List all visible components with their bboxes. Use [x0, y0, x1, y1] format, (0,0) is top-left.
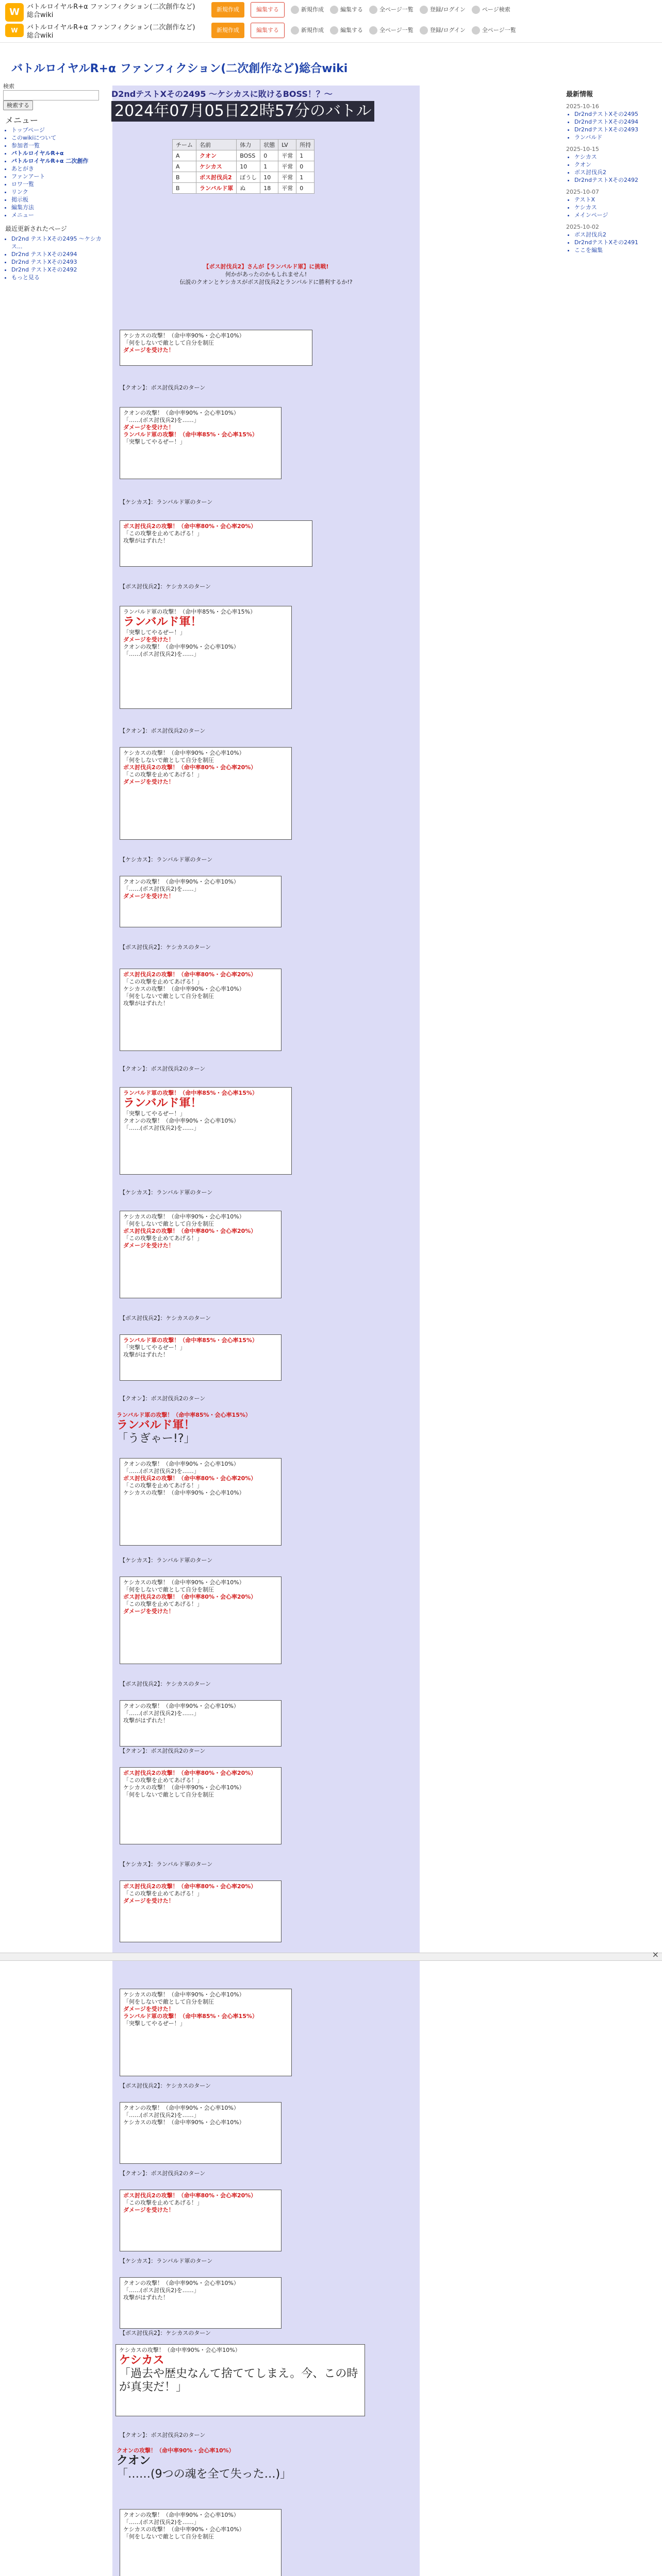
menu-login-2[interactable]: 登録/ログイン [420, 23, 466, 38]
table-row [173, 161, 315, 172]
log-line: ボス討伐兵2の攻撃！（命中率80%・会心率20%） [123, 2192, 257, 2199]
battle-log-box [120, 407, 282, 479]
log-line: ケシカスの攻撃！（命中率90%・会心率10%） [123, 1489, 245, 1496]
menu-item[interactable]: • ファンアート [11, 173, 106, 180]
close-icon[interactable]: × [652, 1950, 659, 1959]
status-header: LV [278, 140, 296, 150]
recent-item[interactable]: • Dr2nd テストXその2493 [11, 258, 106, 266]
battle-log-box [120, 330, 312, 366]
log-line: 「この攻撃を止めてあげる！」 [123, 1482, 203, 1489]
table-row [173, 183, 315, 194]
log-line: クオンの攻撃！（命中率90%・会心率10%） [123, 878, 239, 885]
turn-label: 【クオン】：ボス討伐兵2のターン [120, 2170, 206, 2177]
log-line: ランバルド軍の攻撃！（命中率85%・会心率15%） [123, 1337, 258, 1344]
log-line: ケシカスの攻撃！（命中率90%・会心率10%） [123, 2526, 245, 2533]
log-line: クオンの攻撃！（命中率90%・会心率10%） [123, 2512, 239, 2518]
log-line: ケシカスの攻撃！（命中率90%・会心率10%） [123, 1784, 245, 1791]
log-line: 「突撃してやるぜー！」 [123, 1344, 186, 1351]
cell: ぼうし [237, 172, 260, 183]
create-page-button-2[interactable]: 新規作成 [211, 23, 244, 38]
log-line: ケシカスの攻撃！（命中率90%・会心率10%） [123, 1991, 245, 1998]
news-item[interactable]: • テストX [574, 196, 659, 204]
top-actions-2 [211, 23, 516, 38]
battle-log-free [117, 1412, 333, 1446]
news-list [566, 231, 659, 254]
log-line: ランバルド軍の攻撃！（命中率85%・会心率15%） [123, 2013, 258, 2020]
log-line: 攻撃がはずれた！ [123, 2294, 169, 2301]
log-line: ボス討伐兵2の攻撃！（命中率80%・会心率20%） [123, 1475, 257, 1482]
log-line: 「……(ボス討伐兵2)を……」 [123, 417, 200, 423]
log-line: ダメージを受けた！ [123, 778, 174, 785]
log-line: 「何をしないで敵として自分を制圧 [123, 1998, 214, 2005]
news-date: 2025-10-15 [566, 146, 599, 152]
log-line: 「何をしないで敵として自分を制圧 [123, 757, 214, 764]
log-line: クオンの攻撃！（命中率90%・会心率10%） [117, 2447, 235, 2454]
news-date: 2025-10-02 [566, 224, 599, 230]
battle-log-box [120, 1767, 282, 1844]
log-line: クオンの攻撃！（命中率90%・会心率10%） [123, 2105, 239, 2111]
battle-log-box [120, 2509, 282, 2576]
news-item[interactable]: • Dr2ndテストXその2491 [574, 239, 659, 246]
log-line: ダメージを受けた！ [123, 2006, 174, 2012]
cell: 0 [296, 161, 315, 172]
scroll-separator [0, 1953, 662, 1961]
log-line: ボス討伐兵2の攻撃！（命中率80%・会心率20%） [123, 1228, 257, 1234]
cell: 平常 [278, 172, 296, 183]
menu-item[interactable]: • 掲示板 [11, 196, 106, 204]
battle-log-box [120, 1577, 282, 1664]
cell: 10 [237, 161, 260, 172]
intro-line-1: 【ボス討伐兵2】さんが【ランバルド軍】に挑戦! [203, 263, 329, 270]
top-actions [211, 2, 510, 18]
recent-list [3, 235, 106, 281]
log-line: ランバルド軍の攻撃！（命中率85%・会心率15%） [123, 431, 258, 438]
menu-search[interactable]: ページ検索 [472, 2, 510, 18]
menu-edit-2[interactable]: 編集する [330, 23, 363, 38]
log-line-big: ケシカス [119, 2354, 164, 2367]
news-date: 2025-10-07 [566, 189, 599, 195]
battle-log-box [120, 747, 292, 840]
status-header: チーム [173, 140, 196, 150]
log-line: 「この攻撃を止めてあげる！」 [123, 771, 203, 778]
menu-all-pages-3[interactable]: 全ページ一覧 [472, 23, 516, 38]
battle-log-box [120, 2190, 282, 2251]
log-line: 「……(ボス討伐兵2)を……」 [123, 2519, 200, 2526]
news-item[interactable]: • クオン [574, 161, 659, 168]
log-line: ケシカスの攻撃！（命中率90%・会心率10%） [123, 1579, 245, 1586]
log-line: 「何をしないで敵として自分を制圧 [123, 1791, 214, 1798]
menu-new[interactable]: 新規作成 [291, 2, 324, 18]
log-line: 「何をしないで敵として自分を制圧 [123, 993, 214, 999]
log-line: クオンの攻撃！（命中率90%・会心率10%） [123, 410, 239, 416]
status-header: 所持 [296, 140, 315, 150]
new-icon [291, 26, 299, 35]
log-line: 「……(ボス討伐兵2)を……」 [123, 2287, 200, 2294]
site-logo-icon[interactable]: W [5, 3, 24, 22]
turn-label: 【ケシカス】：ランバルド軍のターン [120, 1557, 213, 1564]
log-line: 「何をしないで敵として自分を制圧 [123, 1221, 214, 1227]
menu-heading: メニュー [5, 115, 39, 125]
recent-more-link[interactable]: • もっと見る [11, 274, 106, 281]
battle-log-box [120, 606, 292, 709]
cell: 1 [296, 150, 315, 161]
log-line: ボス討伐兵2の攻撃！（命中率80%・会心率20%） [123, 523, 257, 530]
list-icon [472, 26, 480, 35]
cell: A [173, 161, 196, 172]
create-page-button[interactable]: 新規作成 [211, 2, 244, 18]
turn-label: 【ボス討伐兵2】：ケシカスのターン [120, 583, 211, 590]
turn-label: 【ボス討伐兵2】：ケシカスのターン [120, 2330, 211, 2336]
menu-item[interactable]: • 編集方法 [11, 204, 106, 211]
status-header: 名前 [196, 140, 237, 150]
log-line: ダメージを受けた！ [123, 893, 174, 900]
log-line-big: クオン [117, 2454, 151, 2467]
log-line: 「何をしないで敵として自分を制圧 [123, 2533, 214, 2540]
menu-list [3, 126, 106, 219]
top-bar [0, 0, 662, 43]
site-logo-small-icon[interactable]: W [5, 24, 24, 37]
turn-label: 【クオン】：ボス討伐兵2のターン [120, 727, 206, 734]
battle-log-box [120, 1880, 282, 1942]
recent-item[interactable]: • Dr2nd テストXその2492 [11, 266, 106, 274]
turn-label: 【ケシカス】：ランバルド軍のターン [120, 1861, 213, 1868]
turn-label: 【ケシカス】：ランバルド軍のターン [120, 499, 213, 505]
log-line-big: 「……(9つの魂を全て失った…)」 [117, 2468, 292, 2481]
log-line: ランバルド軍の攻撃！（命中率85%・会心率15%） [117, 1412, 251, 1418]
news-heading: 最新情報 [566, 91, 593, 98]
log-line: ダメージを受けた！ [123, 347, 174, 353]
edit-icon [330, 6, 338, 14]
log-line: ランバルド軍の攻撃！（命中率85%・会心率15%） [123, 1090, 258, 1096]
battle-log-box [120, 1989, 292, 2076]
battle-log-box [120, 1700, 282, 1747]
log-line: クオンの攻撃！（命中率90%・会心率10%） [123, 1461, 239, 1467]
cell: 平常 [278, 183, 296, 194]
log-line: 「何をしないで敵として自分を制圧 [123, 340, 214, 346]
status-header: 体力 [237, 140, 260, 150]
search-input[interactable] [3, 90, 99, 100]
log-line: 「この攻撃を止めてあげる！」 [123, 2199, 203, 2206]
log-line: 「この攻撃を止めてあげる！」 [123, 1890, 203, 1897]
cell: A [173, 150, 196, 161]
log-line: 「この攻撃を止めてあげる！」 [123, 1601, 203, 1607]
turn-label: 【ボス討伐兵2】：ケシカスのターン [120, 2082, 211, 2089]
log-line: 「この攻撃を止めてあげる！」 [123, 978, 203, 985]
log-line: ケシカスの攻撃！（命中率90%・会心率10%） [123, 332, 245, 339]
edit-page-button[interactable]: 編集する [251, 2, 285, 18]
cell: 18 [260, 183, 278, 194]
battle-log-box [120, 520, 312, 567]
menu-item[interactable]: • ロワ一覧 [11, 180, 106, 188]
battle-log-box [120, 876, 282, 927]
log-line: ケシカスの攻撃！（命中率90%・会心率10%） [123, 986, 245, 992]
log-line: ケシカスの攻撃！（命中率90%・会心率10%） [123, 1213, 245, 1220]
cell: 10 [260, 172, 278, 183]
cell: 1 [296, 172, 315, 183]
log-line: ボス討伐兵2の攻撃！（命中率80%・会心率20%） [123, 971, 257, 978]
log-line: 「何をしないで敵として自分を制圧 [123, 1586, 214, 1593]
log-line: 「……(ボス討伐兵2)を……」 [123, 1468, 200, 1475]
turn-label: 【ケシカス】：ランバルド軍のターン [120, 1189, 213, 1196]
log-line: クオンの攻撃！（命中率90%・会心率10%） [123, 643, 239, 650]
log-line: ボス討伐兵2の攻撃！（命中率80%・会心率20%） [123, 764, 257, 771]
recent-item[interactable]: • Dr2nd テストXその2494 [11, 250, 106, 258]
battle-log-box [120, 1458, 282, 1546]
left-sidebar [3, 82, 106, 281]
news-item[interactable]: • Dr2ndテストXその2495 [574, 110, 659, 118]
search-button[interactable]: 検索する [3, 100, 33, 110]
menu-new-2[interactable]: 新規作成 [291, 23, 324, 38]
news-item[interactable]: • ケシカス [574, 153, 659, 161]
cell: 平常 [278, 161, 296, 172]
turn-label: 【ケシカス】：ランバルド軍のターン [120, 2258, 213, 2264]
log-line-big: ランバルド軍！ [123, 616, 202, 629]
cell: ボス討伐兵2 [196, 172, 237, 183]
log-line: 「この攻撃を止めてあげる！」 [123, 1777, 203, 1784]
log-line: ケシカスの攻撃！（命中率90%・会心率10%） [119, 2347, 241, 2353]
site-name-link-2[interactable]: バトルロイヤルR+α ファンフィクション(二次創作など)総合wiki [27, 24, 195, 40]
menu-item[interactable]: • バトルロイヤルR+α 二次創作 [11, 157, 106, 165]
log-line: クオンの攻撃！（命中率90%・会心率10%） [123, 2280, 239, 2286]
edit-here-link[interactable]: • ここを編集 [574, 246, 659, 254]
battle-title: 2024年07月05日22時57分のバトル [111, 101, 374, 122]
search-icon [472, 6, 480, 14]
news-item[interactable]: • メインページ [574, 211, 659, 219]
turn-label: 【ボス討伐兵2】：ケシカスのターン [120, 1315, 211, 1321]
log-line: 「……(ボス討伐兵2)を……」 [123, 886, 200, 892]
user-icon [420, 26, 428, 35]
log-line-big: ランバルド軍！ [123, 1097, 202, 1110]
log-line: ボス討伐兵2の攻撃！（命中率80%・会心率20%） [123, 1594, 257, 1600]
log-line-big: 「うぎゃー!?」 [117, 1432, 195, 1445]
menu-item[interactable]: • あとがき [11, 165, 106, 173]
battle-log-box [120, 2277, 282, 2329]
menu-item[interactable]: • バトルロイヤルR+α [11, 149, 106, 157]
battle-log-box [120, 1211, 282, 1298]
news-item[interactable]: • Dr2ndテストXその2493 [574, 126, 659, 133]
cell: 平常 [278, 150, 296, 161]
log-line: クオンの攻撃！（命中率90%・会心率10%） [123, 1117, 239, 1124]
table-row [173, 150, 315, 161]
log-line: ダメージを受けた！ [123, 424, 174, 431]
news-item[interactable]: • ボス討伐兵2 [574, 168, 659, 176]
menu-login[interactable]: 登録/ログイン [420, 2, 466, 18]
news-date: 2025-10-16 [566, 103, 599, 110]
menu-edit[interactable]: 編集する [330, 2, 363, 18]
turn-label: 【ボス討伐兵2】：ケシカスのターン [120, 1681, 211, 1687]
menu-item[interactable]: • トップページ [11, 126, 106, 134]
log-line: クオンの攻撃！（命中率90%・会心率10%） [123, 1703, 239, 1709]
turn-label: 【クオン】：ボス討伐兵2のターン [120, 1748, 206, 1754]
battle-log-box [120, 969, 282, 1051]
news-item[interactable]: • Dr2ndテストXその2492 [574, 176, 659, 184]
news-list [566, 153, 659, 184]
log-line: ケシカスの攻撃！（命中率90%・会心率10%） [123, 2119, 245, 2126]
news-item[interactable]: • Dr2ndテストXその2494 [574, 118, 659, 126]
intro-line-2: 何かがあったのかもしれません! [225, 271, 307, 278]
cell: 0 [296, 183, 315, 194]
news-item[interactable]: • ランバルド [574, 133, 659, 141]
status-table [172, 139, 315, 194]
turn-label: 【ケシカス】：ランバルド軍のターン [120, 856, 213, 863]
log-line: 「突撃してやるぜー！」 [123, 1110, 186, 1117]
menu-item[interactable]: • 参加者一覧 [11, 142, 106, 149]
news-list [566, 196, 659, 219]
edit-icon [330, 26, 338, 35]
site-name-link[interactable]: バトルロイヤルR+α ファンフィクション(二次創作など)総合wiki [27, 3, 195, 19]
menu-item[interactable]: • このwikiについて [11, 134, 106, 142]
wiki-title[interactable]: バトルロイヤルR+α ファンフィクション(二次創作など)総合wiki [11, 62, 348, 75]
menu-all-pages-2[interactable]: 全ページ一覧 [369, 23, 413, 38]
turn-label: 【クオン】：ボス討伐兵2のターン [120, 384, 206, 391]
user-icon [420, 6, 428, 14]
turn-label: 【クオン】：ボス討伐兵2のターン [120, 2432, 206, 2438]
list-icon [369, 26, 377, 35]
battle-log-box [115, 2344, 365, 2416]
cell: クオン [196, 150, 237, 161]
log-line: 「……(ボス討伐兵2)を……」 [123, 2112, 200, 2119]
new-icon [291, 6, 299, 14]
log-line: ダメージを受けた！ [123, 1608, 174, 1615]
log-line: ボス討伐兵2の攻撃！（命中率80%・会心率20%） [123, 1883, 257, 1890]
cell: B [173, 172, 196, 183]
log-line: ダメージを受けた！ [123, 1242, 174, 1249]
intro-text [112, 263, 420, 286]
log-line: ダメージを受けた！ [123, 2207, 174, 2213]
news-item[interactable]: • ケシカス [574, 204, 659, 211]
intro-line-3: 伝説のクオンとケシカスがボス討伐兵2とランバルドに勝利するか!? [179, 279, 353, 285]
log-line-big: 「過去や歴史なんて捨ててしまえ。今、この時が真実だ！」 [119, 2367, 358, 2394]
log-line: ボス討伐兵2の攻撃！（命中率80%・会心率20%） [123, 1770, 257, 1776]
battle-log-box [120, 1087, 292, 1175]
turn-label: 【クオン】：ボス討伐兵2のターン [120, 1065, 206, 1072]
battle-log-box [120, 2102, 282, 2164]
log-line: 「……(ボス討伐兵2)を……」 [123, 651, 200, 657]
log-line: 攻撃がはずれた！ [123, 537, 169, 544]
menu-all-pages[interactable]: 全ページ一覧 [369, 2, 413, 18]
battle-log-free [117, 2447, 333, 2481]
log-line: 「……(ボス討伐兵2)を……」 [123, 1125, 200, 1131]
cell: BOSS [237, 150, 260, 161]
log-line: 「……(ボス討伐兵2)を……」 [123, 1710, 200, 1717]
cell: 1 [260, 161, 278, 172]
news-list [566, 110, 659, 141]
log-line: 「突撃してやるぜー！」 [123, 438, 186, 445]
cell: ケシカス [196, 161, 237, 172]
log-line: 「突撃してやるぜー！」 [123, 2020, 186, 2027]
battle-log-box [120, 1334, 282, 1381]
log-line: 「突撃してやるぜー！」 [123, 629, 186, 636]
recent-heading: 最近更新されたページ [5, 225, 67, 232]
menu-item[interactable]: • リンク [11, 188, 106, 196]
cell: ランバルド軍 [196, 183, 237, 194]
status-header: 状態 [260, 140, 278, 150]
log-line: ダメージを受けた！ [123, 1897, 174, 1904]
page-title: D2ndテストXその2495 ～ケシカスに敗けるBOSS！？～ [111, 89, 333, 99]
log-line: 攻撃がはずれた！ [123, 1351, 169, 1358]
cell: B [173, 183, 196, 194]
log-line: 攻撃がはずれた！ [123, 1717, 169, 1724]
log-line-big: ランバルド軍！ [117, 1419, 195, 1432]
search-label: 検索 [3, 83, 14, 90]
table-row [173, 172, 315, 183]
edit-page-button-2[interactable]: 編集する [251, 23, 285, 38]
log-line: ランバルド軍の攻撃！（命中率85%・会心率15%） [123, 608, 256, 615]
log-line: ダメージを受けた！ [123, 636, 174, 643]
log-line: ケシカスの攻撃！（命中率90%・会心率10%） [123, 750, 245, 756]
right-sidebar [566, 91, 659, 254]
log-line: 攻撃がはずれた！ [123, 1000, 169, 1007]
menu-item[interactable]: • メニュー [11, 211, 106, 219]
turn-label: 【クオン】：ボス討伐兵2のターン [120, 1395, 206, 1402]
turn-label: 【ボス討伐兵2】：ケシカスのターン [120, 944, 211, 951]
log-line: 「この攻撃を止めてあげる！」 [123, 530, 203, 537]
list-icon [369, 6, 377, 14]
news-item[interactable]: • ボス討伐兵2 [574, 231, 659, 239]
cell: 0 [260, 150, 278, 161]
recent-item[interactable]: • Dr2nd テストXその2495 ～ケシカス... [11, 235, 106, 250]
cell: ぬ [237, 183, 260, 194]
log-line: 「この攻撃を止めてあげる！」 [123, 1235, 203, 1242]
